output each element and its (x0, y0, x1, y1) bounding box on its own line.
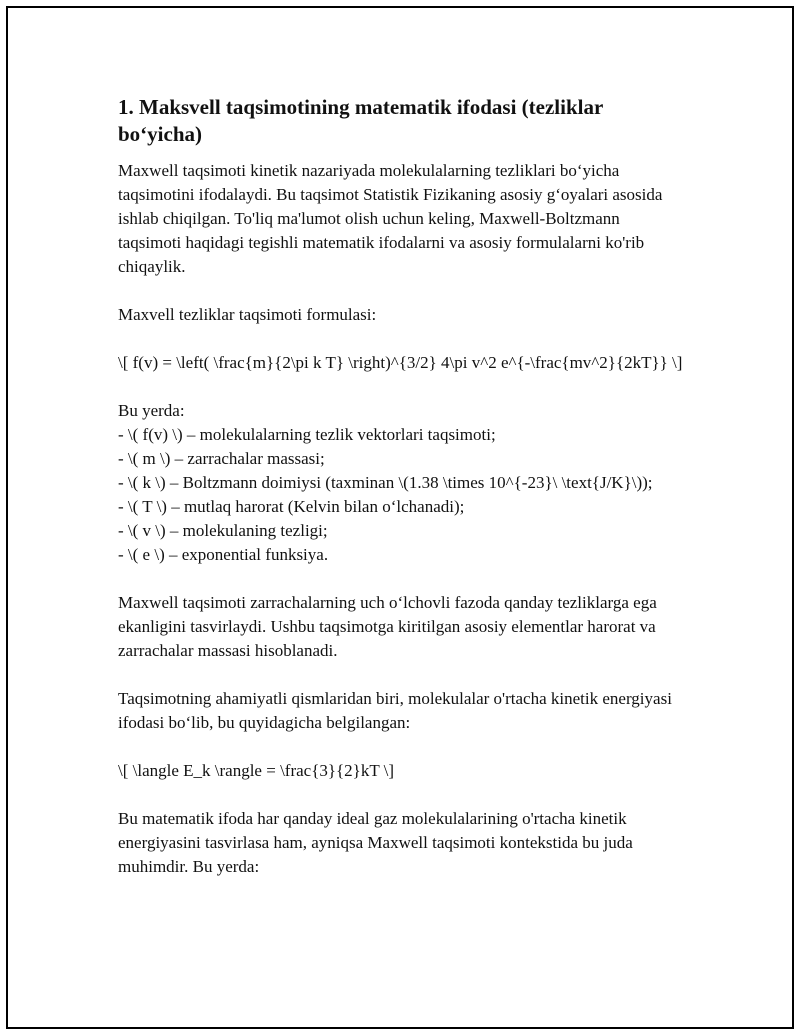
definition-item: - \( T \) – mutlaq harorat (Kelvin bilan o‘lchanadi); (118, 497, 465, 516)
definition-item: - \( v \) – molekulaning tezligi; (118, 521, 328, 540)
definition-item: - \( m \) – zarrachalar massasi; (118, 449, 325, 468)
maxwell-formula: \[ f(v) = \left( \frac{m}{2\pi k T} \right)^{3/2} 4\pi v^2 e^{-\frac{mv^2}{2kT}} \] (118, 353, 683, 372)
closing-paragraph: Bu matematik ifoda har qanday ideal gaz molekulalarining o'rtacha kinetik energiyasini tasvirlasa ham, ayniqsa Maxwell taqsimoti kontekstida bu juda muhimdir. Bu yerda: (118, 809, 633, 876)
intro-paragraph: Maxwell taqsimoti kinetik nazariyada molekulalarning tezliklari bo‘yicha taqsimotini ifodalaydi. Bu taqsimot Statistik Fizikaning asosiy g‘oyalari asosida ishlab chiqilgan. To'liq ma'lumot olish uchun keling, Maxwell-Boltzmann taqsimoti haqidagi tegishli matematik ifodalarni va asosiy formulalarni ko'rib chiqaylik. (118, 161, 663, 276)
definitions-block (118, 399, 683, 567)
definition-item: - \( f(v) \) – molekulalarning tezlik vektorlari taqsimoti; (118, 425, 496, 444)
section-heading: 1. Maksvell taqsimotining matematik ifodasi (tezliklar bo‘yicha) (118, 95, 603, 146)
definition-item: - \( e \) – exponential funksiya. (118, 545, 329, 564)
definitions-intro: Bu yerda: (118, 401, 185, 420)
kinetic-energy-paragraph: Taqsimotning ahamiyatli qismlaridan biri, molekulalar o'rtacha kinetik energiyasi ifodasi bo‘lib, bu quyidagicha belgilangan: (118, 689, 672, 732)
formula-intro-paragraph: Maxvell tezliklar taqsimoti formulasi: (118, 305, 377, 324)
document-body (118, 94, 683, 903)
description-paragraph: Maxwell taqsimoti zarrachalarning uch o‘lchovli fazoda qanday tezliklarga ega ekanligini tasvirlaydi. Ushbu taqsimotga kiritilgan asosiy elementlar harorat va zarrachalar massasi hisoblanadi. (118, 593, 657, 660)
kinetic-energy-formula: \[ \langle E_k \rangle = \frac{3}{2}kT \] (118, 761, 395, 780)
definition-item: - \( k \) – Boltzmann doimiysi (taxminan \(1.38 \times 10^{-23}\ \text{J/K}\)); (118, 473, 653, 492)
